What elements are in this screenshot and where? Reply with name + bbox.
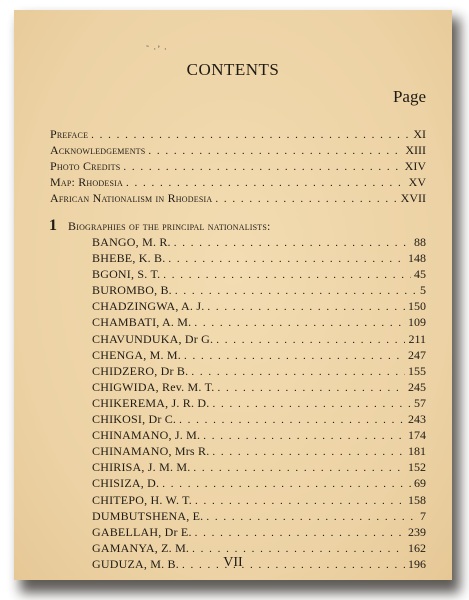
entry-label: DUMBUTSHENA, E. [92, 508, 204, 523]
biography-list [92, 234, 426, 572]
section-heading [49, 217, 426, 235]
dot-leader [91, 127, 410, 143]
entry-page: 109 [408, 315, 426, 330]
entry-page: 211 [408, 331, 426, 346]
front-matter-list [50, 126, 426, 206]
dot-leader [175, 283, 417, 299]
entry-page: 174 [408, 428, 426, 443]
toc-entry [50, 158, 426, 174]
dot-leader [206, 509, 417, 525]
biography-entry [92, 363, 426, 379]
dot-leader [215, 191, 397, 207]
biography-entry [92, 459, 426, 475]
dot-leader [217, 380, 405, 396]
entry-page: 88 [414, 235, 426, 249]
entry-page: XVII [400, 191, 426, 205]
entry-label: CHAMBATI, A. M. [92, 315, 192, 330]
biography-entry [92, 524, 426, 540]
page-title: CONTENTS [186, 60, 280, 79]
biography-entry [92, 508, 426, 524]
entry-page: 5 [420, 283, 426, 298]
entry-page: XI [413, 127, 426, 141]
section-title: Biographies of the principal nationalists: [68, 219, 271, 233]
print-speck: ˜ ·’ · [146, 44, 168, 54]
entry-page: 57 [414, 395, 426, 410]
entry-label: CHENGA, M. M. [92, 347, 181, 362]
entry-page: 162 [408, 540, 426, 555]
entry-label: CHIRISA, J. M. M. [92, 460, 191, 475]
entry-page: 7 [420, 508, 426, 523]
dot-leader [212, 396, 411, 412]
dot-leader [174, 235, 411, 251]
entry-label: BHEBE, K. B. [92, 251, 166, 266]
entry-page: XIII [405, 143, 426, 157]
entry-page: XV [408, 175, 426, 189]
toc-entry [50, 126, 426, 142]
biography-entry [92, 540, 426, 556]
biography-entry [92, 427, 426, 443]
dot-leader [168, 251, 405, 267]
entry-page: XIV [404, 159, 426, 173]
dot-leader [193, 460, 405, 476]
entry-label: CHISIZA, D. [92, 476, 160, 491]
page-number: VII [223, 555, 243, 570]
entry-label: CHIDZERO, Dr B. [92, 363, 189, 378]
entry-label: GUDUZA, M. B. [92, 556, 179, 571]
entry-label: Acknowledgements [50, 143, 146, 157]
biography-entry [92, 266, 426, 282]
dot-leader [194, 315, 405, 331]
entry-label: Map: Rhodesia [50, 175, 123, 189]
biography-entry [92, 298, 426, 314]
page-column-label: Page [392, 87, 426, 106]
entry-label: BANGO, M. R. [92, 235, 171, 249]
dot-leader [148, 143, 402, 159]
entry-page: 69 [414, 476, 426, 491]
dot-leader [207, 299, 405, 315]
biography-entry [92, 331, 426, 347]
biography-entry [92, 234, 426, 250]
toc-entry [50, 190, 426, 206]
entry-label: GAMANYA, Z. M. [92, 540, 190, 555]
entry-label: CHADZINGWA, A. J. [92, 299, 205, 314]
biography-entry [92, 492, 426, 508]
dot-leader [163, 267, 411, 283]
biography-entry [92, 411, 426, 427]
biography-entry [92, 379, 426, 395]
entry-label: African Nationalism in Rhodesia [50, 191, 213, 205]
entry-page: 45 [414, 267, 426, 282]
entry-label: CHINAMANO, Mrs R. [92, 444, 210, 459]
entry-page: 243 [408, 412, 426, 427]
biography-entry [92, 395, 426, 411]
dot-leader [191, 364, 405, 380]
dot-leader [123, 159, 401, 175]
dot-leader [203, 428, 405, 444]
biography-entry [92, 282, 426, 298]
dot-leader [216, 332, 405, 348]
entry-label: CHIKEREMA, J. R. D. [92, 395, 210, 410]
entry-page: 239 [408, 524, 426, 539]
entry-label: CHITEPO, H. W. T. [92, 492, 192, 507]
entry-label: Preface [50, 127, 89, 141]
biography-entry [92, 443, 426, 459]
dot-leader [126, 175, 406, 191]
entry-label: CHIKOSI, Dr C. [92, 412, 177, 427]
biography-entry [92, 314, 426, 330]
entry-label: CHAVUNDUKA, Dr G. [92, 331, 214, 346]
dot-leader [179, 412, 405, 428]
entry-label: GABELLAH, Dr E. [92, 524, 192, 539]
entry-label: BGONI, S. T. [92, 267, 161, 282]
biography-entry [92, 347, 426, 363]
entry-label: BUROMBO, B. [92, 283, 172, 298]
dot-leader [184, 348, 405, 364]
section-number: 1 [49, 217, 57, 234]
entry-label: Photo Credits [50, 159, 121, 173]
book-page [14, 10, 452, 580]
biography-entry [92, 250, 426, 266]
entry-page: 155 [408, 363, 426, 378]
dot-leader [162, 476, 411, 492]
entry-page: 245 [408, 379, 426, 394]
entry-label: CHINAMANO, J. M. [92, 428, 201, 443]
toc-entry [50, 142, 426, 158]
toc-entry [50, 174, 426, 190]
entry-page: 158 [408, 492, 426, 507]
entry-page: 150 [408, 299, 426, 314]
entry-label: CHIGWIDA, Rev. M. T. [92, 379, 215, 394]
entry-page: 196 [408, 556, 426, 571]
entry-page: 247 [408, 347, 426, 362]
entry-page: 152 [408, 460, 426, 475]
biography-entry [92, 475, 426, 491]
dot-leader [212, 444, 405, 460]
entry-page: 181 [408, 444, 426, 459]
entry-page: 148 [408, 251, 426, 266]
dot-leader [195, 525, 405, 541]
dot-leader [195, 493, 405, 509]
